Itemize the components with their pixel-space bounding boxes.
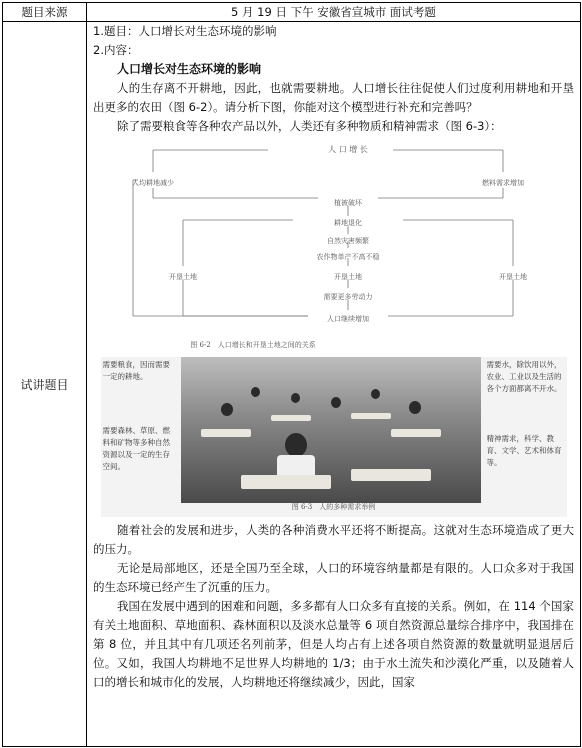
figure-6-3-caption: 图 6-3 人的多种需求举例 (291, 503, 376, 511)
figure-6-2-caption: 图 6-2 人口增长和开垦土地之间的关系 (190, 341, 316, 349)
topic-content (87, 22, 581, 747)
topic-line: 1.题目：人口增长对生态环境的影响 (93, 24, 277, 38)
paragraph-2: 除了需要粮食等各种农产品以外，人类还有多种物质和精神需求（图 6-3）： (117, 119, 502, 133)
figure-6-3-photo (101, 357, 567, 517)
exam-table (2, 2, 581, 747)
diagram-node-population-increase: 人口继续增加 (327, 315, 369, 323)
classroom-photo (181, 357, 481, 503)
diagram-node-reclaim-left: 开垦土地 (169, 273, 197, 281)
photo-note-water: 需要水，除饮用以外，农业、工业以及生活的各个方面都离不开水。 (486, 360, 562, 393)
diagram-node-reclaim-right: 开垦土地 (499, 273, 527, 281)
header-source-value: 5 月 19 日 下午 安徽省宣城市 面试考题 (87, 3, 581, 22)
section-title: 人口增长对生态环境的影响 (117, 62, 262, 76)
paragraph-5: 我国在发展中遇到的困难和问题，多多都有人口众多有直接的关系。例如，在 114 个国家有关土地面积、草地面积、森林面积以及淡水总量等 6 项自然资源总量综合排序中，我国排在第 8 位，并且其中有几项还名列前茅，但是人均占有上述各项自然资源的数量就明显退居后位。又如，我国人均耕地不足世界人均耕地的 1/3；由于水土流失和沙漠化严重，以及随着人口的增长和城市化的发展，人均耕地还将继续减少，因此，国家 (93, 599, 574, 689)
header-source-label: 题目来源 (3, 3, 87, 22)
row-label-topic: 试讲题目 (3, 22, 87, 747)
diagram-node-disasters: 自然灾害频繁 (327, 237, 369, 245)
photo-note-food: 需要粮食，因而需要一定的耕地。 (102, 360, 170, 381)
diagram-node-fuel-demand: 燃料需求增加 (482, 179, 524, 187)
diagram-node-farmland-per-capita: 人均耕地减少 (132, 179, 174, 187)
figure-6-2-diagram (93, 138, 581, 353)
diagram-node-unstable-yield: 农作物单产不高不稳 (316, 253, 380, 261)
diagram-node-more-labor: 需要更多劳动力 (323, 293, 373, 301)
photo-note-spiritual: 精神需求，科学、教育、文学、艺术和体育等。 (486, 434, 562, 467)
photo-note-resources: 需要森林、草原、燃料和矿物等多种自然资源以及一定的生存空间。 (102, 426, 170, 471)
content-line: 2.内容： (93, 43, 139, 57)
diagram-node-farmland-degradation: 耕地退化 (334, 219, 362, 227)
diagram-node-population-growth: 人 口 增 长 (328, 145, 368, 154)
diagram-node-vegetation-damage: 植被破坏 (334, 199, 362, 207)
paragraph-3: 随着社会的发展和进步，人类的各种消费水平还将不断提高。这就对生态环境造成了更大的压力。 (93, 523, 574, 556)
diagram-node-reclaim-center: 开垦土地 (334, 273, 362, 281)
header-row (3, 3, 581, 22)
paragraph-4: 无论是局部地区，还是全国乃至全球，人口的环境容纳量都是有限的。人口众多对于我国的生态环境已经产生了沉重的压力。 (93, 561, 574, 594)
paragraph-1: 人的生存离不开耕地，因此，也就需要耕地。人口增长往往促使人们过度利用耕地和开垦出更多的农田（图 6-2）。请分析下图，你能对这个模型进行补充和完善吗？ (93, 81, 574, 114)
